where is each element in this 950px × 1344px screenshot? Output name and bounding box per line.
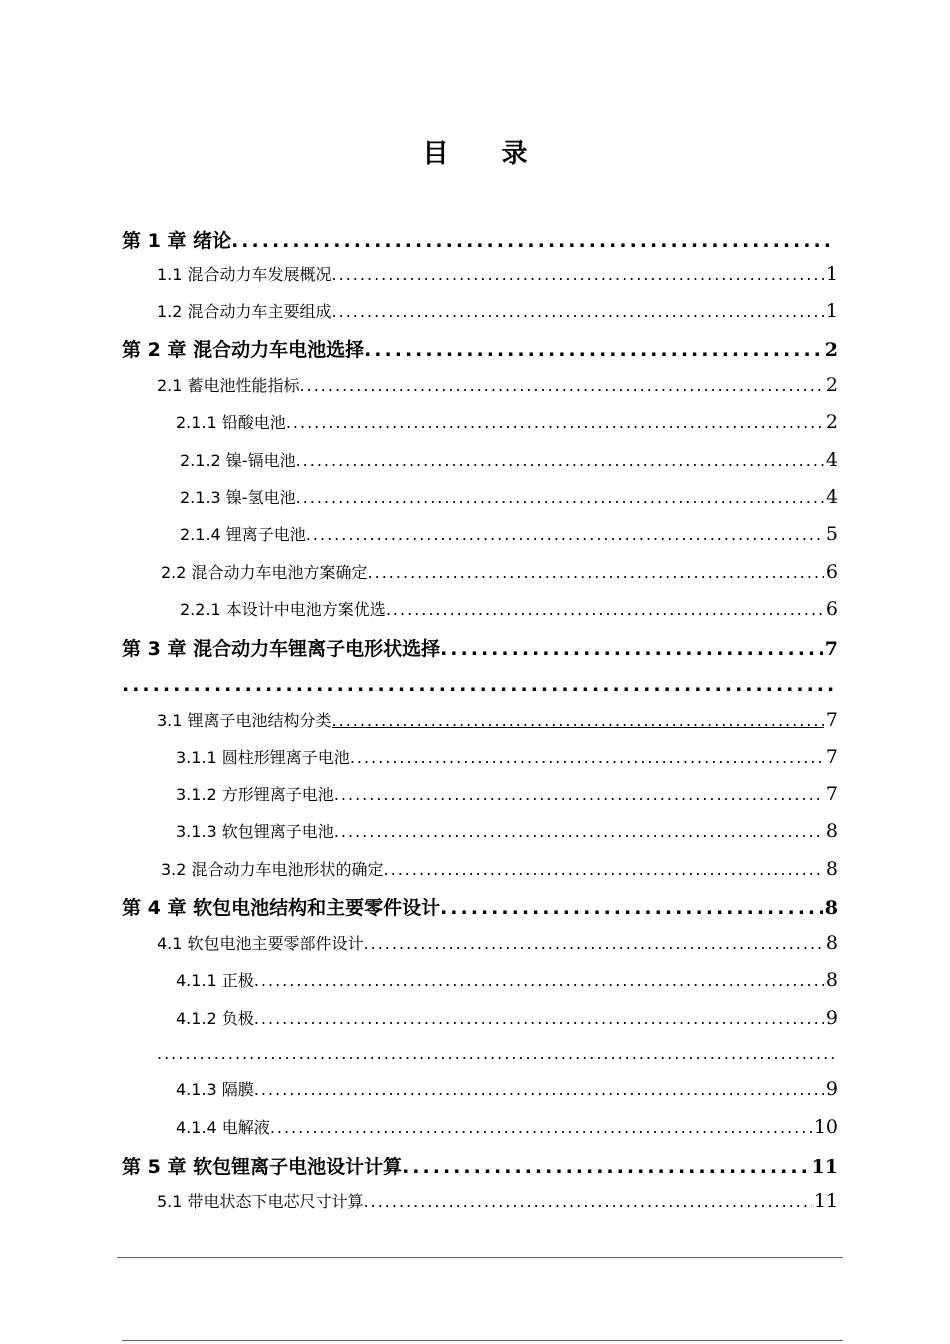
toc-page: 8 xyxy=(824,897,838,919)
toc-label: 4.1.4 电解液 xyxy=(176,1118,270,1137)
toc-page: 2 xyxy=(824,339,838,361)
toc-section-2-1-1[interactable] xyxy=(176,410,838,436)
toc-label: 1.2 混合动力车主要组成 xyxy=(157,302,332,321)
toc-label: 第 2 章 混合动力车电池选择 xyxy=(122,339,365,361)
page-bottom-divider xyxy=(122,1340,843,1341)
toc-section-2-2[interactable] xyxy=(161,560,838,586)
toc-label: 2.2 混合动力车电池方案确定 xyxy=(161,563,368,582)
toc-page: 9 xyxy=(825,1078,838,1100)
toc-label: 4.1.3 隔膜 xyxy=(176,1080,254,1099)
toc-page: 8 xyxy=(825,969,838,991)
toc-leader xyxy=(270,1118,812,1137)
toc-page: 1 xyxy=(825,300,838,322)
toc-section-1-2[interactable] xyxy=(157,299,838,325)
toc-section-3-1[interactable] xyxy=(157,708,838,734)
toc-title: 目 录 xyxy=(422,139,550,169)
toc-label: 4.1.1 正极 xyxy=(176,971,254,990)
toc-chapter-4[interactable] xyxy=(122,893,838,919)
toc-section-2-1-3[interactable] xyxy=(180,485,838,511)
toc-label: 第 5 章 软包锂离子电池设计计算 xyxy=(122,1156,403,1178)
toc-page: 8 xyxy=(825,858,838,880)
toc-section-4-1-1[interactable] xyxy=(176,968,838,994)
toc-section-4-1-3[interactable] xyxy=(176,1077,838,1103)
toc-label: 4.1.2 负极 xyxy=(176,1009,254,1028)
toc-leader xyxy=(334,785,824,804)
toc-section-4-1-4[interactable] xyxy=(176,1115,838,1141)
toc-section-4-1-2[interactable] xyxy=(176,1006,838,1032)
toc-section-3-1-3[interactable] xyxy=(176,819,838,845)
toc-page: 10 xyxy=(813,1116,838,1138)
toc-page: 7 xyxy=(825,746,838,768)
toc-page: 6 xyxy=(825,561,838,583)
toc-chapter-3[interactable] xyxy=(122,634,838,660)
toc-leader xyxy=(440,897,823,919)
toc-section-3-1-2[interactable] xyxy=(176,782,838,808)
toc-section-4-1[interactable] xyxy=(157,931,838,957)
toc-label: 3.1.2 方形锂离子电池 xyxy=(176,785,334,804)
toc-page: 1 xyxy=(825,263,838,285)
toc-section-1-1[interactable] xyxy=(157,262,838,288)
toc-leader xyxy=(440,638,823,660)
toc-leader-continuation xyxy=(157,1044,834,1063)
toc-page: 9 xyxy=(825,1007,838,1029)
toc-label: 2.1 蓄电池性能指标 xyxy=(157,376,300,395)
toc-leader xyxy=(300,376,824,395)
toc-section-3-1-1[interactable] xyxy=(176,745,838,771)
toc-leader xyxy=(334,822,824,841)
toc-page: 2 xyxy=(825,374,838,396)
toc-leader-continuation xyxy=(122,674,834,696)
toc-leader xyxy=(368,563,824,582)
toc-leader xyxy=(332,711,824,730)
toc-section-2-1-4[interactable] xyxy=(180,522,838,548)
toc-leader xyxy=(231,230,832,252)
toc-label: 3.2 混合动力车电池形状的确定 xyxy=(161,860,384,879)
toc-page: 5 xyxy=(825,523,838,545)
toc-leader xyxy=(364,339,823,361)
toc-section-2-2-1[interactable] xyxy=(180,597,838,623)
toc-section-2-1[interactable] xyxy=(157,373,838,399)
toc-label: 3.1.1 圆柱形锂离子电池 xyxy=(176,748,350,767)
toc-leader xyxy=(286,413,824,432)
toc-label: 2.1.3 镍-氢电池 xyxy=(180,488,296,507)
toc-label: 4.1 软包电池主要零部件设计 xyxy=(157,934,364,953)
toc-leader xyxy=(254,1009,824,1028)
toc-label: 第 1 章 绪论 xyxy=(122,230,232,252)
toc-label: 5.1 带电状态下电芯尺寸计算 xyxy=(157,1192,364,1211)
toc-page: 7 xyxy=(825,709,838,731)
toc-label: 2.1.1 铅酸电池 xyxy=(176,413,286,432)
toc-label: 3.1 锂离子电池结构分类 xyxy=(157,711,332,730)
toc-page: 4 xyxy=(825,486,838,508)
toc-label: 2.2.1 本设计中电池方案优选 xyxy=(180,600,386,619)
footer-divider xyxy=(117,1257,843,1258)
toc-leader xyxy=(402,1156,809,1178)
toc-label: 第 3 章 混合动力车锂离子电形状选择 xyxy=(122,638,441,660)
toc-leader xyxy=(350,748,824,767)
toc-leader xyxy=(332,265,824,284)
toc-page: 8 xyxy=(825,820,838,842)
toc-leader xyxy=(384,860,824,879)
toc-page: 8 xyxy=(825,932,838,954)
toc-leader xyxy=(332,302,824,321)
toc-chapter-5[interactable] xyxy=(122,1152,838,1178)
toc-chapter-2[interactable] xyxy=(122,335,838,361)
toc-chapter-1[interactable] xyxy=(122,226,834,252)
toc-leader xyxy=(254,1080,824,1099)
toc-page: 7 xyxy=(824,638,838,660)
toc-page: 6 xyxy=(825,598,838,620)
toc-label: 1.1 混合动力车发展概况 xyxy=(157,265,332,284)
toc-page: 11 xyxy=(813,1190,838,1212)
toc-leader xyxy=(364,1192,812,1211)
toc-leader xyxy=(254,971,824,990)
toc-leader xyxy=(364,934,824,953)
toc-leader xyxy=(386,600,824,619)
toc-label: 3.1.3 软包锂离子电池 xyxy=(176,822,334,841)
toc-page: 11 xyxy=(811,1156,838,1178)
toc-section-2-1-2[interactable] xyxy=(180,448,838,474)
toc-label: 2.1.2 镍-镉电池 xyxy=(180,451,296,470)
toc-leader xyxy=(296,451,824,470)
toc-label: 第 4 章 软包电池结构和主要零件设计 xyxy=(122,897,441,919)
toc-page: 2 xyxy=(825,411,838,433)
toc-page: 7 xyxy=(825,783,838,805)
toc-section-5-1[interactable] xyxy=(157,1189,838,1215)
toc-label: 2.1.4 锂离子电池 xyxy=(180,525,306,544)
toc-leader xyxy=(296,488,824,507)
toc-page: 4 xyxy=(825,449,838,471)
toc-section-3-2[interactable] xyxy=(161,857,838,883)
toc-leader xyxy=(306,525,824,544)
